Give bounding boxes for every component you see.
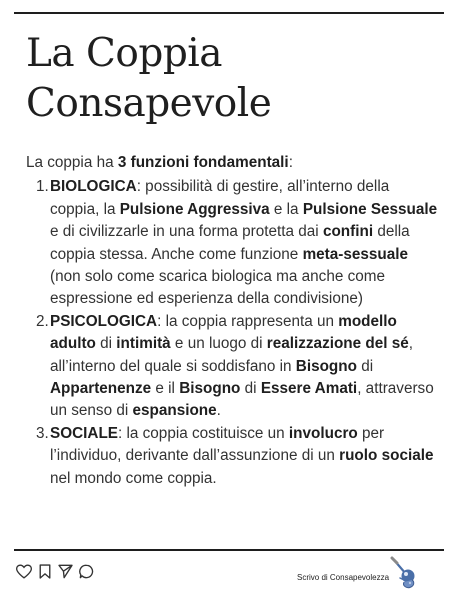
bookmark-icon[interactable]: [38, 564, 52, 579]
emphasis-text: intimità: [116, 335, 171, 353]
emphasis-text: Bisogno: [179, 380, 241, 398]
body-text: di: [356, 357, 374, 375]
body-text: .: [216, 402, 221, 420]
body-text: , all’interno del quale si soddisfano in: [50, 335, 414, 375]
emphasis-text: Pulsione Sessuale: [302, 200, 438, 218]
body-text: di: [240, 380, 261, 398]
body-text: nel mondo come coppia.: [50, 469, 217, 487]
emphasis-text: ruolo sociale: [339, 447, 434, 465]
item-text: [50, 313, 434, 420]
intro-prefix: La coppia ha: [26, 154, 118, 171]
emphasis-text: SOCIALE: [50, 424, 118, 442]
list-item: [26, 311, 438, 423]
body-text: e la: [269, 200, 303, 218]
body-text: , attraverso un senso di: [50, 380, 434, 420]
top-divider: [14, 12, 444, 14]
item-text: [50, 178, 437, 307]
emphasis-text: espansione: [132, 402, 217, 420]
list-item: [26, 423, 438, 490]
body-text: (non solo come scarica biologica ma anche come espressione ed esperienza della condivisione): [50, 268, 386, 308]
bottom-divider: [14, 549, 444, 551]
brand-logo: [388, 556, 420, 590]
emphasis-text: Bisogno: [295, 357, 357, 375]
functions-list: [26, 176, 438, 490]
social-actions: [16, 564, 94, 579]
title-line-1: La Coppia: [26, 31, 223, 76]
emphasis-text: meta-sessuale: [302, 245, 409, 263]
page-title: [26, 29, 426, 129]
body-text: della coppia stessa. Anche come funzione: [50, 223, 410, 263]
body-text: di: [95, 335, 117, 353]
intro-bold: 3 funzioni fondamentali: [117, 154, 289, 171]
list-item: [26, 176, 438, 310]
emphasis-text: Pulsione Aggressiva: [119, 200, 270, 218]
item-text: [50, 425, 433, 487]
intro-paragraph: [26, 152, 438, 174]
body-text: : possibilità di gestire, all’interno della coppia, la: [50, 178, 390, 218]
body-text: e un luogo di: [170, 335, 267, 353]
title-line-2: Consapevole: [26, 81, 272, 126]
body-text: e di civilizzarle in una forma protetta dai: [50, 223, 323, 241]
body-text: per l’individuo, derivante dall’assunzione di un: [50, 424, 385, 465]
item-number: 1.: [36, 178, 49, 196]
body-text: : la coppia rappresenta un: [157, 312, 339, 330]
item-number: 2.: [36, 312, 49, 330]
emphasis-text: BIOLOGICA: [50, 178, 137, 196]
emphasis-text: modello adulto: [50, 312, 397, 353]
emphasis-text: realizzazione del sé: [266, 335, 409, 353]
body-text: e il: [151, 380, 180, 398]
emphasis-text: Essere Amati: [260, 380, 358, 398]
item-number: 3.: [36, 424, 49, 442]
emphasis-text: confini: [322, 223, 374, 241]
heart-icon[interactable]: [16, 564, 32, 579]
brand-name: Scrivo di Consapevolezza: [297, 573, 390, 582]
comment-icon[interactable]: [79, 564, 94, 579]
emphasis-text: Appartenenze: [50, 380, 152, 398]
intro-suffix: :: [288, 154, 293, 171]
emphasis-text: involucro: [288, 424, 358, 442]
article-body: [26, 152, 438, 490]
send-icon[interactable]: [58, 564, 73, 579]
emphasis-text: PSICOLOGICA: [50, 312, 158, 330]
body-text: : la coppia costituisce un: [118, 424, 289, 442]
